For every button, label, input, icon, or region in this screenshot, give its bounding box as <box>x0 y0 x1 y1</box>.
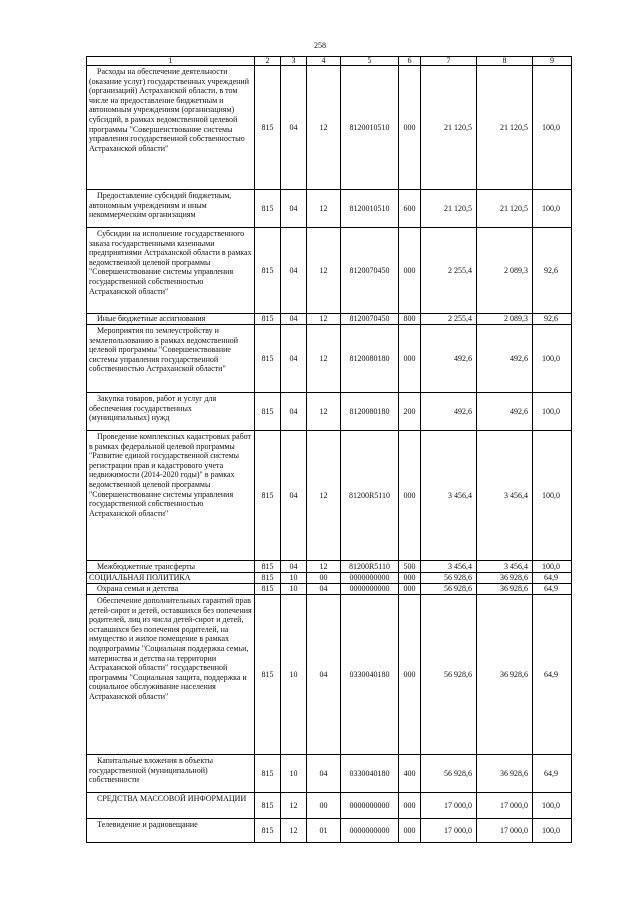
cell-planned: 2 255,4 <box>421 314 477 325</box>
cell-admin-code: 815 <box>255 819 281 843</box>
cell-target-article: 8120080180 <box>341 325 399 393</box>
row-name: Расходы на обеспечение деятельности (оказание услуг) государственных учреждений (организаций) Астраханской области, в том числе на предоставление бюджетным и автономным учреждениям (организациям) субсидий, в рамках ведомственной целевой программы "Совершенствование системы управления государственной собственностью Астраханской области" <box>87 66 255 190</box>
row-name: Закупка товаров, работ и услуг для обеспечения государственных (муниципальных) нужд <box>87 393 255 431</box>
cell-section: 04 <box>281 561 307 573</box>
cell-percent: 100,0 <box>533 325 572 393</box>
cell-executed: 17 000,0 <box>477 793 533 819</box>
cell-target-article: 8120070450 <box>341 228 399 314</box>
cell-planned: 21 120,5 <box>421 66 477 190</box>
cell-section: 10 <box>281 584 307 595</box>
cell-expense-type: 800 <box>399 314 421 325</box>
cell-section: 04 <box>281 190 307 228</box>
cell-subsection: 01 <box>307 819 341 843</box>
cell-expense-type: 000 <box>399 573 421 584</box>
cell-target-article: 81200R5110 <box>341 431 399 561</box>
cell-expense-type: 000 <box>399 819 421 843</box>
table-row <box>87 561 572 573</box>
table-header-row <box>87 57 572 66</box>
cell-target-article: 8120070450 <box>341 314 399 325</box>
budget-table <box>86 56 572 843</box>
cell-section: 04 <box>281 325 307 393</box>
cell-expense-type: 000 <box>399 431 421 561</box>
column-header: 4 <box>307 57 341 66</box>
cell-section: 04 <box>281 431 307 561</box>
cell-percent: 100,0 <box>533 793 572 819</box>
cell-planned: 492,6 <box>421 325 477 393</box>
row-name: Проведение комплексных кадастровых работ в рамках федеральной целевой программы "Развитие единой государственной системы регистрации прав и кадастрового учета недвижимости (2014-2020 годы)" в рамках ведомственной целевой программы "Совершенствование системы управления государственной собственностью Астраханской области" <box>87 431 255 561</box>
cell-target-article: 0000000000 <box>341 819 399 843</box>
cell-subsection: 04 <box>307 595 341 755</box>
table-row <box>87 66 572 190</box>
cell-percent: 100,0 <box>533 431 572 561</box>
cell-section: 12 <box>281 819 307 843</box>
cell-admin-code: 815 <box>255 793 281 819</box>
row-name: Иные бюджетные ассигнования <box>87 314 255 325</box>
cell-planned: 56 928,6 <box>421 573 477 584</box>
cell-section: 04 <box>281 314 307 325</box>
cell-target-article: 81200R5110 <box>341 561 399 573</box>
cell-executed: 2 089,3 <box>477 228 533 314</box>
cell-section: 04 <box>281 228 307 314</box>
cell-section: 04 <box>281 66 307 190</box>
cell-executed: 3 456,4 <box>477 431 533 561</box>
cell-admin-code: 815 <box>255 393 281 431</box>
cell-expense-type: 000 <box>399 793 421 819</box>
row-name: Субсидии на исполнение государственного заказа государственными казенными предприятиями Астраханской области в рамках ведомственной целевой программы "Совершенствование системы управления государственной собственностью Астраханской области" <box>87 228 255 314</box>
table-row <box>87 573 572 584</box>
table-row <box>87 393 572 431</box>
cell-subsection: 12 <box>307 66 341 190</box>
cell-executed: 2 089,3 <box>477 314 533 325</box>
cell-target-article: 0330040180 <box>341 755 399 793</box>
table-row <box>87 584 572 595</box>
cell-planned: 3 456,4 <box>421 431 477 561</box>
cell-admin-code: 815 <box>255 561 281 573</box>
cell-planned: 492,6 <box>421 393 477 431</box>
column-header: 8 <box>477 57 533 66</box>
cell-percent: 100,0 <box>533 66 572 190</box>
cell-executed: 17 000,0 <box>477 819 533 843</box>
cell-admin-code: 815 <box>255 228 281 314</box>
cell-expense-type: 200 <box>399 393 421 431</box>
cell-percent: 64,9 <box>533 573 572 584</box>
cell-subsection: 12 <box>307 431 341 561</box>
cell-subsection: 12 <box>307 190 341 228</box>
cell-percent: 64,9 <box>533 755 572 793</box>
cell-planned: 56 928,6 <box>421 584 477 595</box>
table-row <box>87 595 572 755</box>
column-header: 6 <box>399 57 421 66</box>
cell-planned: 3 456,4 <box>421 561 477 573</box>
cell-subsection: 12 <box>307 325 341 393</box>
cell-subsection: 12 <box>307 393 341 431</box>
cell-planned: 2 255,4 <box>421 228 477 314</box>
row-name: Телевидение и радиовещание <box>87 819 255 843</box>
column-header: 5 <box>341 57 399 66</box>
cell-expense-type: 400 <box>399 755 421 793</box>
cell-percent: 100,0 <box>533 190 572 228</box>
cell-percent: 100,0 <box>533 561 572 573</box>
cell-admin-code: 815 <box>255 595 281 755</box>
column-header: 1 <box>87 57 255 66</box>
cell-subsection: 12 <box>307 314 341 325</box>
column-header: 9 <box>533 57 572 66</box>
cell-expense-type: 000 <box>399 228 421 314</box>
cell-expense-type: 000 <box>399 66 421 190</box>
page-number: 258 <box>314 41 326 50</box>
table-row <box>87 325 572 393</box>
cell-admin-code: 815 <box>255 584 281 595</box>
cell-executed: 36 928,6 <box>477 573 533 584</box>
cell-expense-type: 500 <box>399 561 421 573</box>
table-row <box>87 190 572 228</box>
row-name: СОЦИАЛЬНАЯ ПОЛИТИКА <box>87 573 255 584</box>
cell-executed: 21 120,5 <box>477 66 533 190</box>
table-row <box>87 431 572 561</box>
cell-target-article: 0330040180 <box>341 595 399 755</box>
cell-expense-type: 600 <box>399 190 421 228</box>
cell-subsection: 04 <box>307 584 341 595</box>
cell-executed: 36 928,6 <box>477 595 533 755</box>
cell-section: 12 <box>281 793 307 819</box>
cell-admin-code: 815 <box>255 190 281 228</box>
cell-percent: 64,9 <box>533 584 572 595</box>
cell-admin-code: 815 <box>255 325 281 393</box>
row-name: Мероприятия по землеустройству и землепользованию в рамках ведомственной целевой программы "Совершенствование системы управления государственной собственностью Астраханской области" <box>87 325 255 393</box>
table-row <box>87 228 572 314</box>
row-name: Охрана семьи и детства <box>87 584 255 595</box>
column-header: 7 <box>421 57 477 66</box>
cell-subsection: 04 <box>307 755 341 793</box>
cell-subsection: 00 <box>307 793 341 819</box>
cell-expense-type: 000 <box>399 584 421 595</box>
column-header: 3 <box>281 57 307 66</box>
cell-executed: 36 928,6 <box>477 584 533 595</box>
cell-executed: 3 456,4 <box>477 561 533 573</box>
cell-section: 10 <box>281 755 307 793</box>
row-name: Обеспечение дополнительных гарантий прав детей-сирот и детей, оставшихся без попечения родителей, лиц из числа детей-сирот и детей, оставшихся без попечения родителей, на имущество и жилое помещение в рамках подпрограммы "Социальная поддержка семьи, материнства и детства на территории Астраханской области" государственной программы "Социальная защита, поддержка и социальное обслуживание населения Астраханской области" <box>87 595 255 755</box>
cell-subsection: 12 <box>307 228 341 314</box>
row-name: Капитальные вложения в объекты государственной (муниципальной) собственности <box>87 755 255 793</box>
cell-section: 10 <box>281 573 307 584</box>
cell-planned: 56 928,6 <box>421 595 477 755</box>
cell-executed: 21 120,5 <box>477 190 533 228</box>
row-name: Предоставление субсидий бюджетным, автономным учреждениям и иным некоммерческим организациям <box>87 190 255 228</box>
cell-target-article: 0000000000 <box>341 584 399 595</box>
cell-percent: 100,0 <box>533 393 572 431</box>
cell-percent: 92,6 <box>533 314 572 325</box>
cell-admin-code: 815 <box>255 66 281 190</box>
cell-planned: 17 000,0 <box>421 819 477 843</box>
cell-target-article: 8120010510 <box>341 66 399 190</box>
row-name: СРЕДСТВА МАССОВОЙ ИНФОРМАЦИИ <box>87 793 255 819</box>
cell-admin-code: 815 <box>255 755 281 793</box>
row-name: Межбюджетные трансферты <box>87 561 255 573</box>
column-header: 2 <box>255 57 281 66</box>
cell-admin-code: 815 <box>255 573 281 584</box>
cell-expense-type: 000 <box>399 325 421 393</box>
cell-section: 10 <box>281 595 307 755</box>
cell-percent: 64,9 <box>533 595 572 755</box>
cell-target-article: 8120080180 <box>341 393 399 431</box>
cell-planned: 21 120,5 <box>421 190 477 228</box>
cell-percent: 92,6 <box>533 228 572 314</box>
table-row <box>87 314 572 325</box>
cell-executed: 492,6 <box>477 393 533 431</box>
cell-expense-type: 000 <box>399 595 421 755</box>
cell-planned: 17 000,0 <box>421 793 477 819</box>
cell-planned: 56 928,6 <box>421 755 477 793</box>
cell-subsection: 12 <box>307 561 341 573</box>
table-row <box>87 755 572 793</box>
cell-section: 04 <box>281 393 307 431</box>
table-row <box>87 819 572 843</box>
cell-admin-code: 815 <box>255 431 281 561</box>
cell-target-article: 0000000000 <box>341 793 399 819</box>
cell-target-article: 8120010510 <box>341 190 399 228</box>
cell-executed: 36 928,6 <box>477 755 533 793</box>
cell-executed: 492,6 <box>477 325 533 393</box>
cell-target-article: 0000000000 <box>341 573 399 584</box>
cell-subsection: 00 <box>307 573 341 584</box>
cell-admin-code: 815 <box>255 314 281 325</box>
cell-percent: 100,0 <box>533 819 572 843</box>
table-row <box>87 793 572 819</box>
